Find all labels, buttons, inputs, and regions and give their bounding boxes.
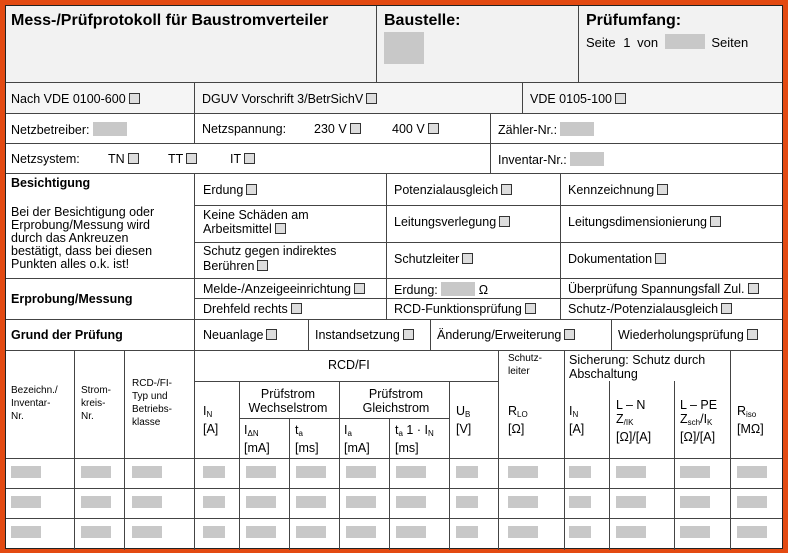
vde0105-label: VDE 0105-100 [530,92,613,106]
col-rcd-typ-line: Betriebs- [132,404,173,415]
pruef-wechsel-line: Prüfstrom [260,387,316,401]
rlo-unit: [Ω] [508,422,525,436]
instandsetzung-label: Instandsetzung [315,328,400,342]
measurement-cell[interactable] [680,526,710,538]
in-unit: [A] [203,422,219,436]
ia-unit: [mA] [344,441,370,455]
baustelle-field[interactable] [384,32,424,64]
measurement-cell[interactable] [132,496,162,508]
vde0100-label: Nach VDE 0100-600 [11,92,126,106]
spannungsfall-check [568,282,759,296]
measurement-cell[interactable] [132,466,162,478]
measurement-cell[interactable] [132,526,162,538]
measurement-cell[interactable] [396,466,426,478]
measurement-cell[interactable] [616,496,646,508]
l-pe-label: L – PE [680,398,718,412]
measurement-cell[interactable] [569,466,591,478]
col-riso [737,404,764,437]
wiederholung-label: Wiederholungsprüfung [618,328,744,342]
col-stromkreis-line: kreis- [81,398,106,409]
netzbetreiber-field-group [11,122,127,137]
dokumentation-check [568,252,666,266]
measurement-cell[interactable] [456,526,478,538]
measurement-cell[interactable] [296,526,326,538]
von-label: von [637,35,659,50]
dguv-option [202,92,377,106]
in-symbol: $I_N$ [203,404,213,419]
230v-label: 230 V [314,122,347,136]
l-pe-unit: [Ω]/[A] [680,430,716,444]
drehfeld-check [203,302,302,316]
zaehler-field-group [498,122,594,137]
col-ta-dc [395,423,434,456]
sicherung-header [569,353,705,381]
seiten-count-field[interactable] [665,34,705,49]
ta-dc-symbol: $t_a$ $1 \cdot I_N$ [395,423,434,438]
note-line: bestätigt, dass bei diesen [11,244,153,258]
seite-nr: 1 [623,35,631,50]
note-line: durch das Ankreuzen [11,231,129,245]
instandsetzung-check [315,328,414,342]
zk-symbol: $Z_{/IK}$ [616,412,634,427]
aenderung-check [437,328,575,342]
col-bezeichn-line: Inventar- [11,398,51,409]
note-line: Punkten alles o.k. ist! [11,257,130,271]
col-l-n [616,398,651,444]
ta-ac-symbol: $t_a$ [295,423,303,438]
ta-dc-mult: 1 · I [406,423,428,437]
note-line: Erprobung/Messung wird [11,218,150,232]
measurement-cell[interactable] [81,526,111,538]
potenzialausgleich-label: Potenzialausgleich [394,183,499,197]
col-schutzleiter [508,352,542,378]
netzsystem-label: Netzsystem: [11,152,80,166]
in-fuse-symbol: $I_N$ [569,404,579,419]
measurement-cell[interactable] [396,496,426,508]
measurement-cell[interactable] [203,466,225,478]
tt-checkbox[interactable] [186,153,197,164]
pruef-gleich-line: Prüfstrom [368,387,424,401]
page-title: Mess-/Prüfprotokoll für Baustromverteiler [11,12,329,29]
besichtigung-title: Besichtigung [11,176,91,190]
measurement-cell[interactable] [81,496,111,508]
sicherung-header-line: Abschaltung [569,367,638,381]
measurement-cell[interactable] [296,496,326,508]
measurement-cell[interactable] [616,526,646,538]
col-stromkreis [81,384,111,423]
rcd-check [394,302,536,316]
measurement-cell[interactable] [569,526,591,538]
inventar-label: Inventar-Nr.: [498,153,567,167]
measurement-cell[interactable] [346,466,376,478]
keine-schaeden-label-1: Keine Schäden am [203,208,309,222]
spannungsfall-label: Überprüfung Spannungsfall Zul. [568,282,745,296]
melde-checkbox[interactable] [354,283,365,294]
aenderung-checkbox[interactable] [564,329,575,340]
measurement-cell[interactable] [246,496,276,508]
besichtigung-note [11,206,154,271]
230v-checkbox[interactable] [350,123,361,134]
in-fuse-unit: [A] [569,422,585,436]
schutz-pot-check [568,302,732,316]
leitungsdimensionierung-checkbox[interactable] [710,216,721,227]
pruefumfang-label: Prüfumfang: [586,12,682,29]
col-schutzleiter-line: Schutz- [508,353,542,364]
ta-ac-unit: [ms] [295,441,319,455]
schutz-pot-checkbox[interactable] [721,303,732,314]
l-n-label: L – N [616,398,646,412]
400v-label: 400 V [392,122,425,136]
it-checkbox[interactable] [244,153,255,164]
measurement-cell[interactable] [680,496,710,508]
measurement-cell[interactable] [11,526,41,538]
kennzeichnung-label: Kennzeichnung [568,183,655,197]
rcd-checkbox[interactable] [525,303,536,314]
ub-unit: [V] [456,422,472,436]
netzspannung-label: Netzspannung: [202,122,287,136]
measurement-cell[interactable] [346,496,376,508]
measurement-cell[interactable] [737,466,767,478]
kennzeichnung-check [568,183,668,197]
baustelle-label: Baustelle: [384,12,461,29]
keine-schaeden-label-2: Arbeitsmittel [203,222,272,236]
spannungsfall-checkbox[interactable] [748,283,759,294]
potenzialausgleich-check [394,183,512,197]
measurement-cell[interactable] [246,526,276,538]
wiederholung-checkbox[interactable] [747,329,758,340]
400v-checkbox[interactable] [428,123,439,134]
keine-schaeden-check [203,208,309,236]
erdung-check [203,183,257,197]
vde0100-option [11,92,140,106]
grund-title: Grund der Prüfung [11,328,123,342]
rcdfi-header: RCD/FI [328,358,370,372]
measurement-cell[interactable] [569,496,591,508]
ia-symbol: $I_a$ [344,423,352,438]
col-bezeichn-line: Bezeichn./ [11,385,58,396]
seite-line [586,34,748,50]
idn-symbol: $I_{\Delta N}$ [244,423,259,438]
it-option [230,152,255,166]
drehfeld-label: Drehfeld rechts [203,302,288,316]
schutzleiter-checkbox[interactable] [462,253,473,264]
ta-dc-unit: [ms] [395,441,419,455]
measurement-cell[interactable] [456,496,478,508]
measurement-cell[interactable] [346,526,376,538]
col-bezeichn-line: Nr. [11,411,24,422]
measurement-cell[interactable] [296,466,326,478]
schutzleiter-label: Schutzleiter [394,252,460,266]
zaehler-field[interactable] [560,122,594,136]
instandsetzung-checkbox[interactable] [403,329,414,340]
melde-label: Melde-/Anzeigeeinrichtung [203,282,352,296]
vde0105-checkbox[interactable] [615,93,626,104]
tt-option [168,152,197,166]
measurement-cell[interactable] [508,466,538,478]
col-ta-ac [295,423,319,456]
erprobung-title: Erprobung/Messung [11,292,133,306]
col-ia [344,423,370,456]
tn-label: TN [108,152,125,166]
kennzeichnung-checkbox[interactable] [657,184,668,195]
erdung-measure [394,282,488,297]
potenzialausgleich-checkbox[interactable] [501,184,512,195]
erdung-checkbox[interactable] [246,184,257,195]
measurement-cell[interactable] [11,466,41,478]
measurement-cell[interactable] [680,466,710,478]
it-label: IT [230,152,242,166]
schutz-indirekt-checkbox[interactable] [257,260,268,271]
wiederholung-check [618,328,758,342]
schutzleiter-check [394,252,473,266]
measurement-cell[interactable] [616,466,646,478]
measurement-cell[interactable] [203,496,225,508]
aenderung-label: Änderung/Erweiterung [437,328,562,342]
seiten-label: Seiten [711,35,749,50]
note-line: Bei der Besichtigung oder [11,205,155,219]
leitungsverlegung-label: Leitungsverlegung [394,215,497,229]
tn-option [108,152,139,166]
pruef-gleich-header [346,387,446,415]
keine-schaeden-checkbox[interactable] [275,223,286,234]
col-idn [244,423,270,456]
measurement-cell[interactable] [737,496,767,508]
leitungsdimensionierung-label: Leitungsdimensionierung [568,215,707,229]
col-l-pe [680,398,717,444]
col-stromkreis-line: Nr. [81,411,94,422]
neuanlage-label: Neuanlage [203,328,264,342]
l-n-unit: [Ω]/[A] [616,430,652,444]
measurement-cell[interactable] [737,526,767,538]
leitungsverlegung-check [394,215,510,229]
pruef-wechsel-header [248,387,328,415]
protocol-sheet [5,5,783,549]
col-bezeichn [11,384,58,423]
erdung-label: Erdung [203,183,244,197]
measurement-cell[interactable] [11,496,41,508]
pruef-wechsel-line: Wechselstrom [248,401,328,415]
riso-unit: [MΩ] [737,422,764,436]
rlo-symbol: $R_{LO}$ [508,404,528,419]
riso-symbol: $R_{iso}$ [737,404,757,419]
inventar-field[interactable] [570,152,604,166]
schutz-pot-label: Schutz-/Potenzialausgleich [568,302,719,316]
zaehler-label: Zähler-Nr.: [498,123,558,137]
measurement-cell[interactable] [81,466,111,478]
pruef-gleich-line: Gleichstrom [362,401,430,415]
dokumentation-label: Dokumentation [568,252,653,266]
col-rcd-typ [132,377,172,429]
sicherung-header-line: Sicherung: Schutz durch [569,353,706,367]
leitungsdimensionierung-check [568,215,721,229]
ohm-unit: Ω [478,283,489,297]
col-in-fuse [569,404,584,437]
vde0100-checkbox[interactable] [129,93,140,104]
melde-check [203,282,365,296]
col-rcd-typ-line: Typ und [132,391,168,402]
measurement-cell[interactable] [246,466,276,478]
col-schutzleiter-line: leiter [508,366,530,377]
schutz-indirekt-label-2: Berühren [203,259,255,273]
400v-option [392,122,439,136]
col-in-rcd [203,404,218,437]
measurement-cell[interactable] [396,526,426,538]
erdung-measure-label: Erdung: [394,283,438,297]
230v-option [314,122,361,136]
tn-checkbox[interactable] [128,153,139,164]
schutz-indirekt-check [203,244,336,274]
measurement-cell[interactable] [508,496,538,508]
measurement-cell[interactable] [456,466,478,478]
ub-symbol: $U_B$ [456,404,471,419]
dguv-checkbox[interactable] [366,93,377,104]
vde0105-option [530,92,626,106]
inventar-field-group [498,152,604,167]
seite-label: Seite [586,35,616,50]
leitungsverlegung-checkbox[interactable] [499,216,510,227]
idn-unit: [mA] [244,441,270,455]
col-rcd-typ-line: klasse [132,417,161,428]
zsch-symbol: $Z_{sch}/I_K$ [680,412,713,427]
drehfeld-checkbox[interactable] [291,303,302,314]
erdung-value-field[interactable] [441,282,475,296]
neuanlage-check [203,328,277,342]
dokumentation-checkbox[interactable] [655,253,666,264]
col-stromkreis-line: Strom- [81,385,111,396]
netzbetreiber-field[interactable] [93,122,127,136]
netzbetreiber-label: Netzbetreiber: [11,123,90,137]
col-ub [456,404,471,437]
col-rcd-typ-line: RCD-/FI- [132,378,172,389]
measurement-cell[interactable] [203,526,225,538]
rcd-label: RCD-Funktionsprüfung [394,302,522,316]
tt-label: TT [168,152,184,166]
neuanlage-checkbox[interactable] [266,329,277,340]
schutz-indirekt-label-1: Schutz gegen indirektes [203,244,337,258]
measurement-cell[interactable] [508,526,538,538]
col-rlo [508,404,528,437]
dguv-label: DGUV Vorschrift 3/BetrSichV [202,92,364,106]
